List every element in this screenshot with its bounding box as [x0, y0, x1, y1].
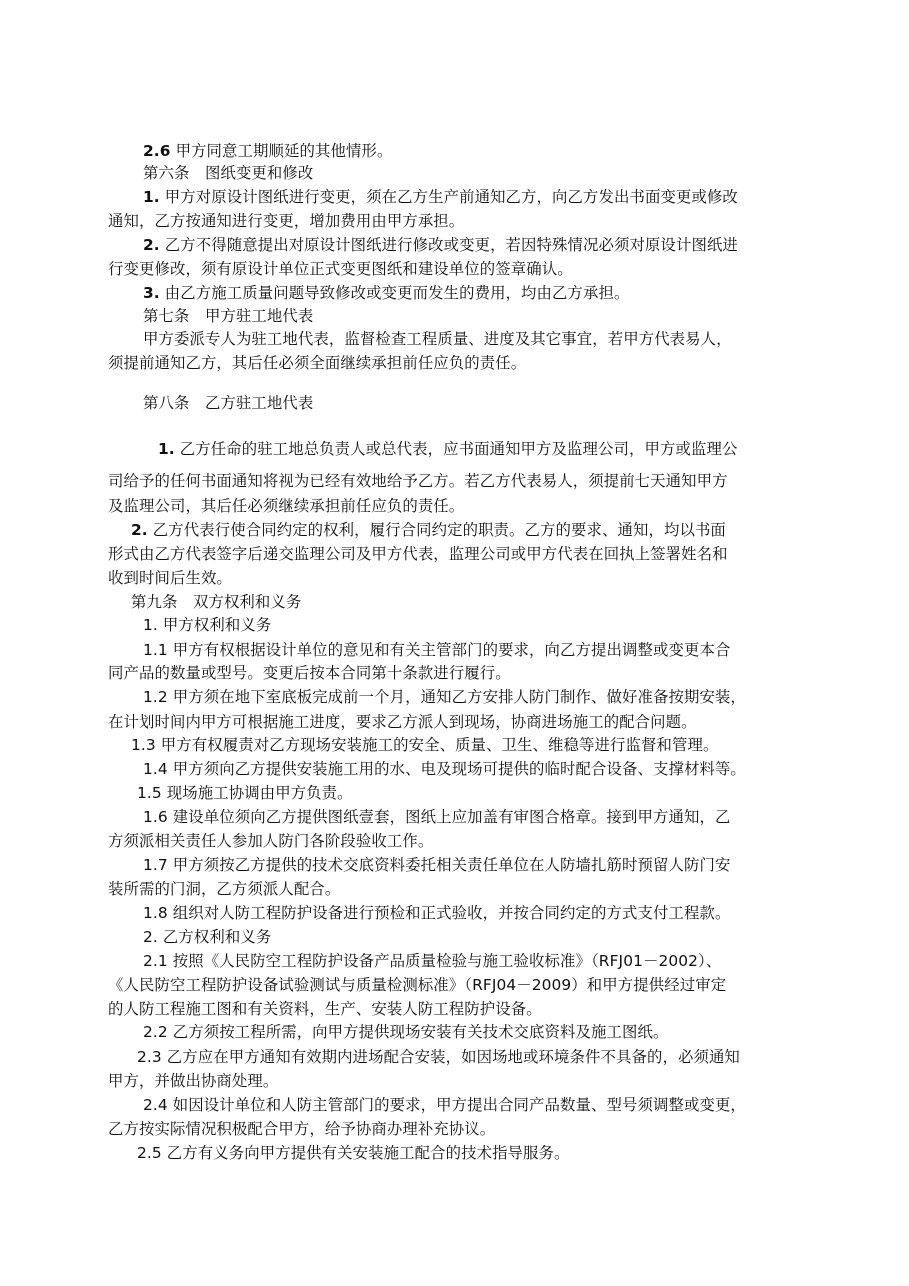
text-line: 1.6 建设单位须向乙方提供图纸壹套，图纸上应加盖有审图合格章。接到甲方通知，乙 [143, 808, 731, 826]
text-line: 通知，乙方按通知进行变更，增加费用由甲方承担。 [108, 212, 465, 230]
text-line: 1.2 甲方须在地下室底板完成前一个月，通知乙方安排人防门制作、做好准备按期安装， [143, 688, 746, 706]
text-line: 甲方，并做出协商处理。 [108, 1072, 279, 1090]
section-heading: 第八条 乙方驻工地代表 [143, 394, 314, 412]
text-line: 甲方委派专人为驻工地代表，监督检查工程质量、进度及其它事宜，若甲方代表易人， [143, 330, 732, 348]
text-line: 2.6 甲方同意工期顺延的其他情形。 [143, 142, 393, 160]
subsection-heading: 1. 甲方权利和义务 [143, 616, 272, 634]
text-line: 乙方按实际情况积极配合甲方，给予协商办理补充协议。 [108, 1120, 496, 1138]
text-line: 2.4 如因设计单位和人防主管部门的要求，甲方提出合同产品数量、型号须调整或变更， [143, 1096, 746, 1114]
text-line: 1.3 甲方有权履责对乙方现场安装施工的安全、质量、卫生、维稳等进行监督和管理。 [131, 736, 719, 754]
section-heading: 第七条 甲方驻工地代表 [143, 307, 314, 325]
text-line: 2.3 乙方应在甲方通知有效期内进场配合安装，如因场地或环境条件不具备的，必须通知 [137, 1048, 740, 1066]
text-line: 及监理公司，其后任必须继续承担前任应负的责任。 [108, 497, 465, 515]
text-line: 1. 甲方对原设计图纸进行变更，须在乙方生产前通知乙方，向乙方发出书面变更或修改 [143, 188, 738, 206]
text-line: 2.1 按照《人民防空工程防护设备产品质量检验与施工验收标准》（RFJ01－2002）、 [143, 952, 722, 970]
text-line: 2. 乙方代表行使合同约定的权利，履行合同约定的职责。乙方的要求、通知，均以书面 [131, 521, 726, 539]
section-heading: 第九条 双方权利和义务 [131, 593, 302, 611]
text-line: 1.5 现场施工协调由甲方负责。 [137, 784, 353, 802]
text-line: 2.2 乙方须按工程所需，向甲方提供现场安装有关技术交底资料及施工图纸。 [143, 1023, 669, 1041]
text-line: 2. 乙方不得随意提出对原设计图纸进行修改或变更，若因特殊情况必须对原设计图纸进 [143, 236, 738, 254]
text-line: 1.7 甲方须按乙方提供的技术交底资料委托相关责任单位在人防墙扎筋时预留人防门安 [143, 856, 731, 874]
text-line: 1.8 组织对人防工程防护设备进行预检和正式验收，并按合同约定的方式支付工程款。 [143, 904, 731, 922]
text-line: 司给予的任何书面通知将视为已经有效地给予乙方。若乙方代表易人，须提前七天通知甲方 [108, 472, 728, 490]
text-line: 方须派相关责任人参加人防门各阶段验收工作。 [108, 832, 434, 850]
text-line: 的人防工程施工图和有关资料，生产、安装人防工程防护设备。 [108, 1000, 542, 1018]
text-line: 须提前通知乙方，其后任必须全面继续承担前任应负的责任。 [108, 354, 527, 372]
text-line: 行变更修改，须有原设计单位正式变更图纸和建设单位的签章确认。 [108, 260, 573, 278]
section-heading: 第六条 图纸变更和修改 [143, 164, 314, 182]
text-line: 2.5 乙方有义务向甲方提供有关安装施工配合的技术指导服务。 [137, 1144, 570, 1162]
text-line: 装所需的门洞，乙方须派人配合。 [108, 880, 341, 898]
text-line: 3. 由乙方施工质量问题导致修改或变更而发生的费用，均由乙方承担。 [143, 284, 630, 302]
text-line: 同产品的数量或型号。变更后按本合同第十条款进行履行。 [108, 664, 511, 682]
text-line: 在计划时间内甲方可根据施工进度，要求乙方派人到现场，协商进场施工的配合问题。 [108, 713, 697, 731]
text-line: 1.1 甲方有权根据设计单位的意见和有关主管部门的要求，向乙方提出调整或变更本合 [143, 641, 731, 659]
text-line: 《人民防空工程防护设备试验测试与质量检测标准》（RFJ04－2009）和甲方提供经过审定 [108, 976, 727, 994]
text-line: 形式由乙方代表签字后递交监理公司及甲方代表，监理公司或甲方代表在回执上签署姓名和 [108, 545, 728, 563]
subsection-heading: 2. 乙方权利和义务 [143, 928, 272, 946]
text-line: 1.4 甲方须向乙方提供安装施工用的水、电及现场可提供的临时配合设备、支撑材料等。 [143, 760, 746, 778]
text-line: 1. 乙方任命的驻工地总负责人或总代表，应书面通知甲方及监理公司，甲方或监理公 [158, 440, 738, 458]
text-line: 收到时间后生效。 [108, 569, 232, 587]
